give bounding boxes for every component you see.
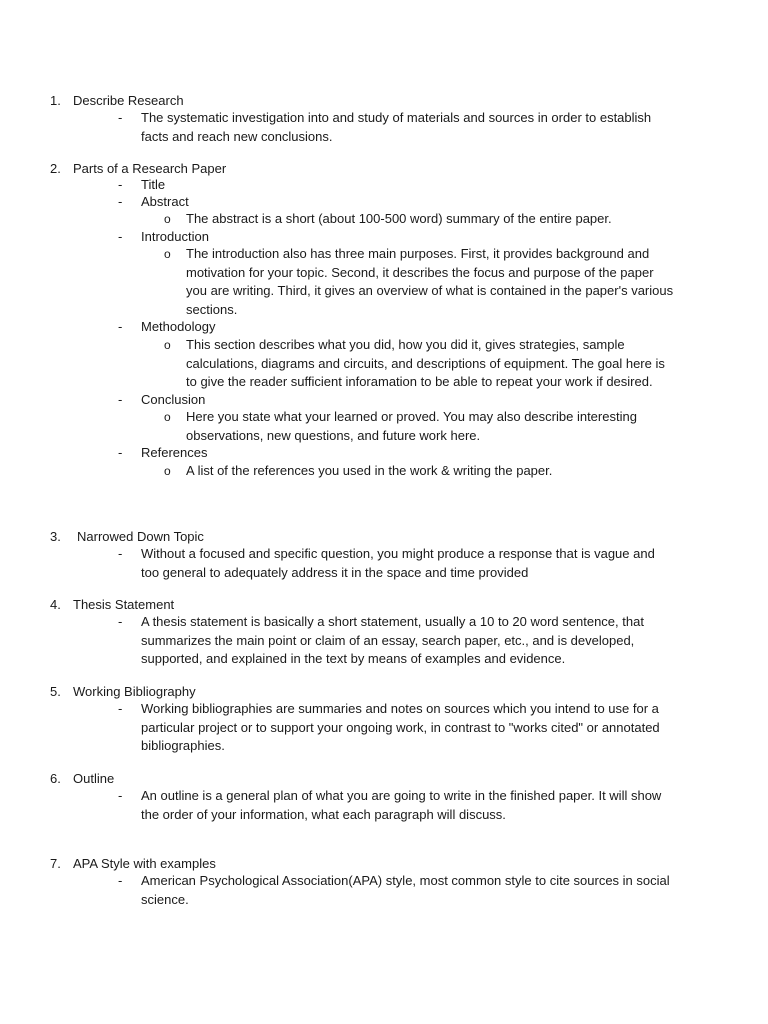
- section-title: Narrowed Down Topic: [77, 529, 204, 544]
- section-working-bibliography: [0, 683, 768, 756]
- sub-bullet-methodology: o This section describes what you did, how you did it, gives strategies, sample calculations, diagrams and circuits, and descriptions of equipment. The goal here is to give the reader sufficient inforamation to be able to repeat your work if desired.: [0, 336, 676, 392]
- dash-bullet: - Working bibliographies are summaries and notes on sources which you intend to use for a particular project or to support your ongoing work, in contrast to "works cited" or annotated bibliographies.: [0, 700, 671, 756]
- section-heading: [0, 855, 768, 872]
- sub-bullet-conclusion: o Here you state what your learned or proved. You may also describe interesting observations, new questions, and future work here.: [0, 408, 676, 445]
- section-number: 4.: [50, 597, 61, 612]
- section-number: 1.: [50, 93, 61, 108]
- section-heading: [0, 683, 768, 700]
- section-heading: [0, 596, 768, 613]
- section-title: Outline: [73, 771, 115, 786]
- section-describe-research: [0, 92, 768, 146]
- section-thesis-statement: [0, 596, 768, 669]
- dash-bullet: - A thesis statement is basically a short statement, usually a 10 to 20 word sentence, that summarizes the main point or claim of an essay, search paper, etc., and is developed, supported, and explained in the text by means of examples and evidence.: [0, 613, 671, 669]
- dash-bullet-introduction: - Introduction: [0, 229, 671, 246]
- section-number: 6.: [50, 771, 61, 786]
- dash-bullet-conclusion: - Conclusion: [0, 392, 671, 409]
- section-title: Thesis Statement: [73, 597, 175, 612]
- section-title: APA Style with examples: [73, 856, 216, 871]
- dash-bullet: - American Psychological Association(APA) style, most common style to cite sources in social science.: [0, 872, 671, 909]
- section-number: 7.: [50, 856, 61, 871]
- section-heading: [0, 528, 768, 545]
- sub-bullet-references: o A list of the references you used in the work & writing the paper.: [0, 462, 676, 481]
- section-narrowed-down-topic: [0, 528, 768, 582]
- section-parts-of-research-paper: [0, 160, 768, 481]
- section-number: 2.: [50, 161, 61, 176]
- dash-bullet: - Without a focused and specific question, you might produce a response that is vague and too general to adequately address it in the space and time provided: [0, 545, 671, 582]
- dash-bullet-title: - Title: [0, 177, 671, 194]
- dash-bullet-abstract: - Abstract: [0, 194, 671, 211]
- section-number: 3.: [50, 529, 61, 544]
- sub-bullet-introduction: o The introduction also has three main purposes. First, it provides background and motivation for your topic. Second, it describes the focus and purpose of the paper you are writing. Third, it gives an overview of what is contained in the paper's various sections.: [0, 245, 676, 319]
- section-title: Describe Research: [73, 93, 184, 108]
- section-heading: [0, 92, 768, 109]
- dash-bullet-methodology: - Methodology: [0, 319, 671, 336]
- dash-bullet-references: - References: [0, 445, 671, 462]
- section-outline: [0, 770, 768, 824]
- sub-bullet-abstract: o The abstract is a short (about 100-500 word) summary of the entire paper.: [0, 210, 676, 229]
- section-title: Parts of a Research Paper: [73, 161, 227, 176]
- section-heading: [0, 160, 768, 177]
- section-heading: [0, 770, 768, 787]
- section-apa-style: [0, 855, 768, 909]
- dash-bullet: - The systematic investigation into and study of materials and sources in order to establish facts and reach new conclusions.: [0, 109, 671, 146]
- section-title: Working Bibliography: [73, 684, 196, 699]
- dash-bullet: - An outline is a general plan of what you are going to write in the finished paper. It will show the order of your information, what each paragraph will discuss.: [0, 787, 671, 824]
- section-number: 5.: [50, 684, 61, 699]
